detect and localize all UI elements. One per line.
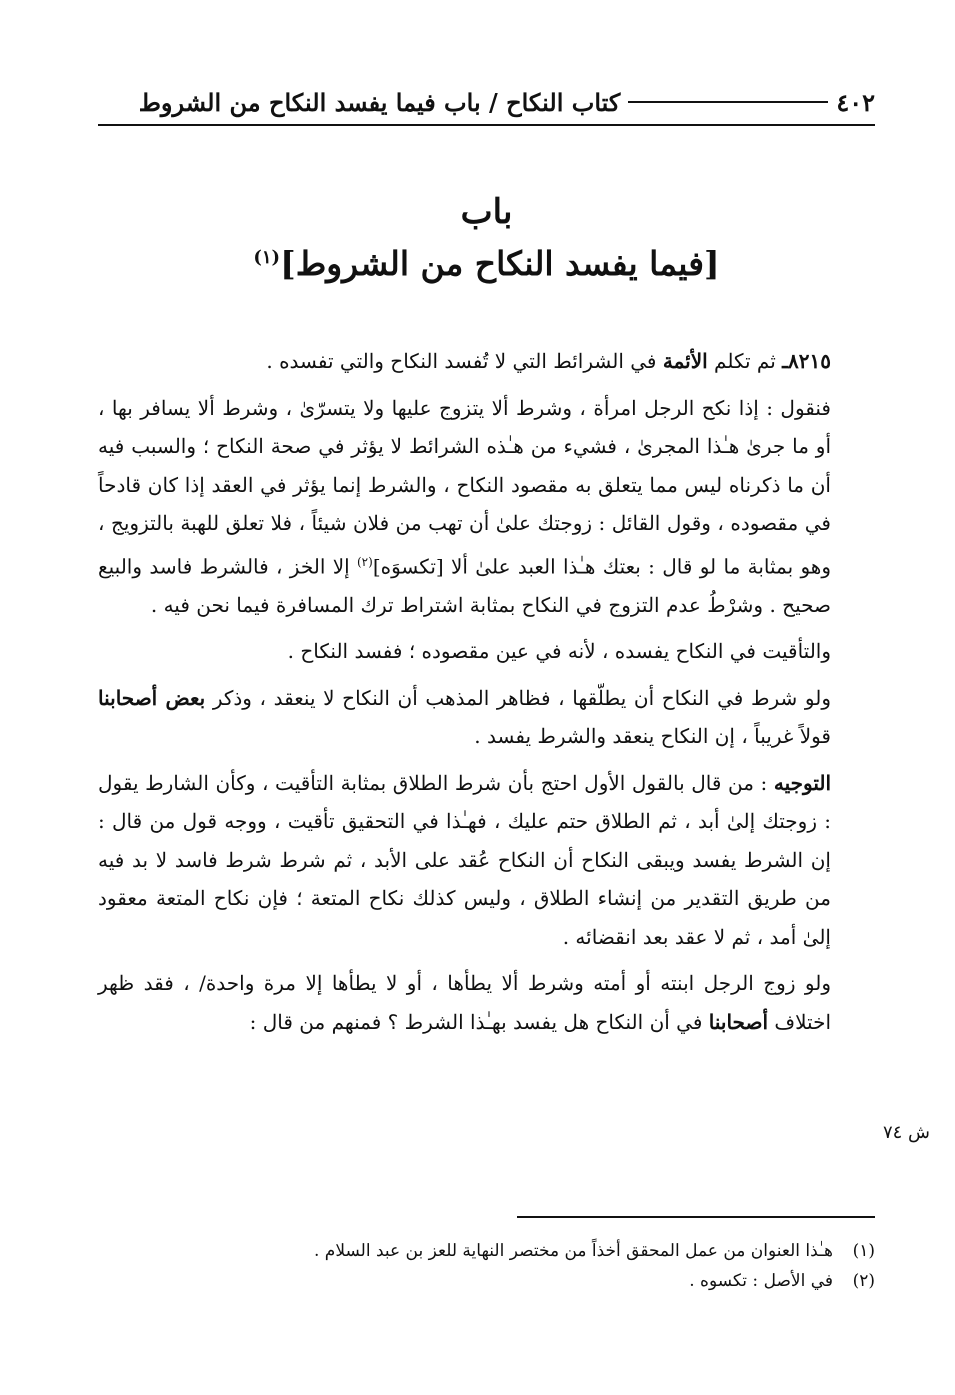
footnote-text: في الأصل : تكسوه . [689,1271,833,1291]
paragraph-6: ولو زوج الرجل ابنته أو أمته وشرط ألا يطأها ، أو لا يطأها إلا مرة واحدة/ ، فقد ظهر اختلاف أصحابنا في أن النكاح هل يفسد بهـٰذا الشرط ؟ فمنهم من قال : [98,971,831,1034]
footnote-number: (١) [852,1241,875,1261]
running-title: كتاب النكاح / باب فيما يفسد النكاح من الشروط [138,87,621,117]
footnote-number: (٢) [852,1271,875,1291]
footnote-1 [98,1236,875,1266]
chapter-heading [98,190,875,288]
paragraph-2: فنقول : إذا نكح الرجل امرأة ، وشرط ألا يتزوج عليها ولا يتسرّىٰ ، وشرط ألا يسافر بها ، أو ما جرىٰ هـٰذا المجرىٰ ، فشيء من هـٰذه الشرائط لا يؤثر في صحة النكاح ؛ والسبب فيه أن ما ذكرناه ليس مما يتعلق به مقصود النكاح ، والشرط إنما يؤثر في العقد إذا كان قادحاً في مقصوده ، وقول القائل : زوجتك علىٰ أن تهب من فلان شيئاً ، فلا تعلق للهبة بالتزويج ، وهو بمثابة ما لو قال : بعتك هـٰذا العبد علىٰ ألا [تكسوَه]$^{(٢)}$ إلا الخز ، فالشرط فاسد والبيع صحيح . وشرْطُ عدم التزوج في النكاح بمثابة اشتراط ترك المسافرة فيما نحن فيه . [98,395,832,617]
paragraph-5: التوجيه : من قال بالقول الأول احتج بأن شرط الطلاق بمثابة التأقيت ، وكأن الشارط يقول : زوجتك إلىٰ أبد ، ثم الطلاق حتم عليك ، فهـٰذا في التحقيق تأقيت ، ووجه قول من قال : إن الشرط يفسد ويبقى النكاح أن النكاح عُقد على الأبد ، ثم شرط شرط فاسد لا بد فيه من طريق التقدير من إنشاء الطلاق ، وليس كذلك نكاح المتعة ؛ فإن نكاح المتعة معقود إلىٰ أمد ، ثم لا عقد بعد انقضائه . [98,770,831,949]
page-number: ٤٠٢ [836,87,875,117]
chapter-title-text: [فيما يفسد النكاح من الشروط] [280,244,720,283]
manuscript-margin-note: ش ٧٤ [882,1122,930,1143]
footnote-ref-2: (٢) [356,554,373,569]
footnote-text: هـٰذا العنوان من عمل المحقق أخذاً من مختصر النهاية للعز بن عبد السلام . [314,1241,833,1261]
paragraph-3: والتأقيت في النكاح يفسده ، لأنه في عين مقصوده ؛ ففسد النكاح . [287,639,831,664]
footnote-divider [517,1216,875,1218]
header-dash [628,101,828,103]
paragraph-number: ٨٢١٥ـ [782,349,831,373]
paragraph-1: ٨٢١٥ـ ثم تكلم الأئمة في الشرائط التي لا تُفسد النكاح والتي تفسده . [266,349,831,373]
paragraph-4: ولو شرط في النكاح أن يطلّقها ، فظاهر المذهب أن النكاح لا ينعقد ، وذكر بعض أصحابنا قولاً غريباً ، إن النكاح ينعقد والشرط يفسد . [98,685,831,749]
footnote-ref-1: (١) [253,247,281,268]
running-header [98,80,875,126]
chapter-label: باب [460,192,513,232]
main-text [98,342,875,1041]
chapter-title [98,234,875,288]
footnote-2 [98,1266,875,1296]
footnotes [98,1236,875,1296]
